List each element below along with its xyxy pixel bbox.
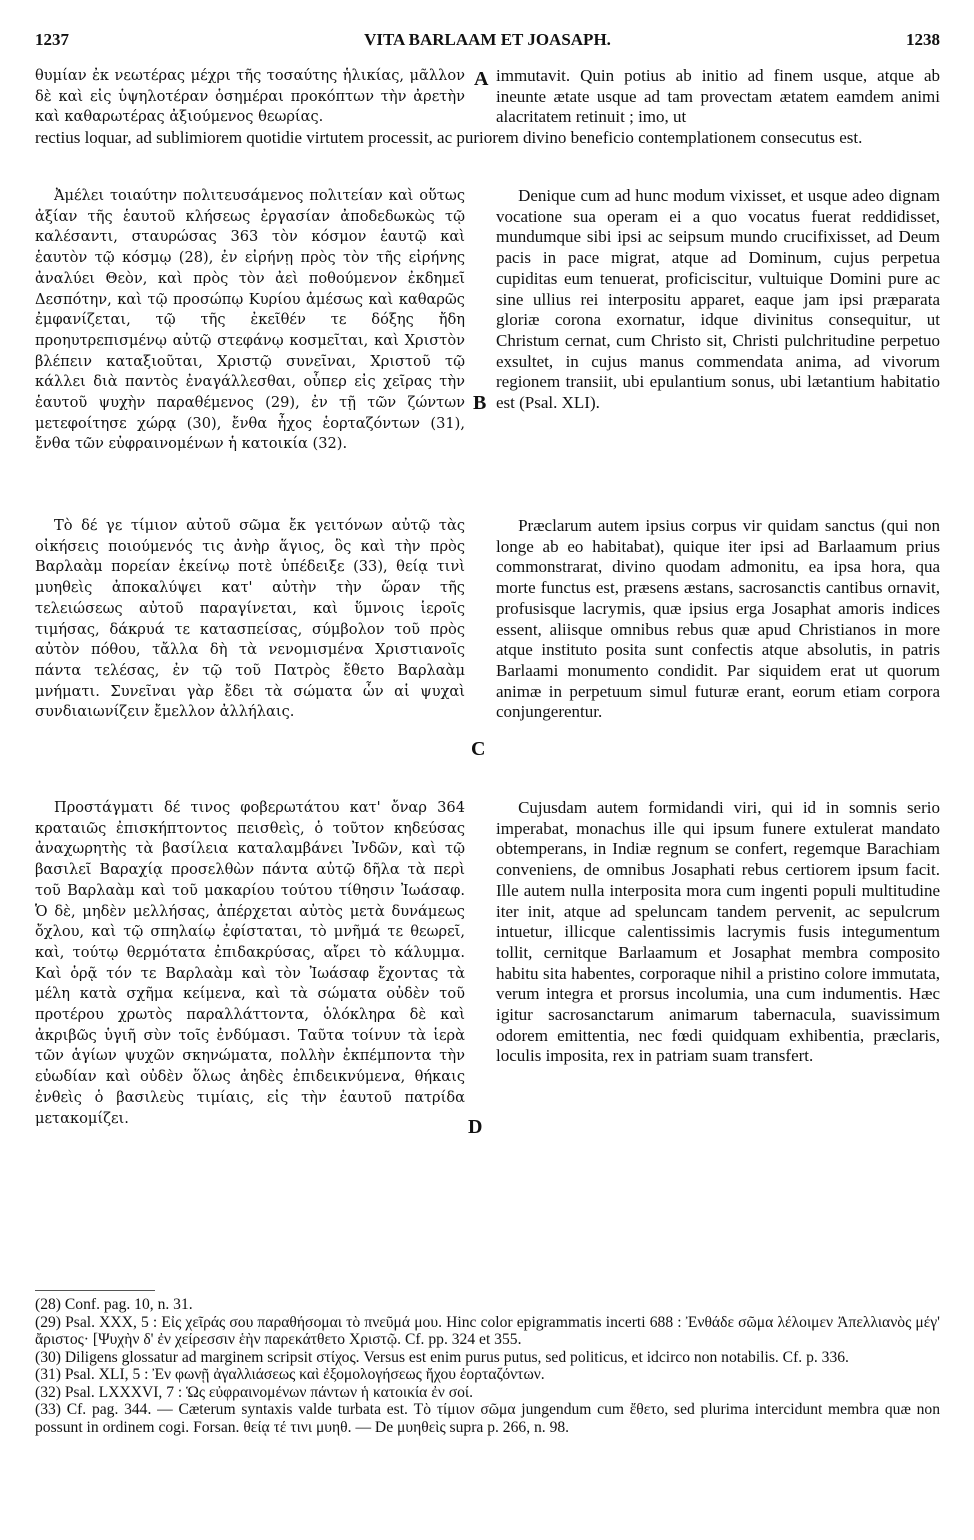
greek-text: Τὸ δέ γε τίμιον αὐτοῦ σῶμα ἔκ γειτόνων αὐτῷ τὰς οἰκήσεις ποιούμενός τις ἀνὴρ ἅγιος, ὃς καὶ τὴν πρὸς Βαρλαὰμ πορείαν ἐκείνῳ ποτὲ ὑπέδειξε (33), θείᾳ τινὶ μυηθεὶς ἀποκαλύψει κατ' αὐτὴν τὴν ὥραν τῆς τελειώσεως αὐτοῦ παραγίνεται, καὶ ὕμνοις ἱεροῖς τιμήσας, δάκρυά τε κατασπείσας, σύμβολον τοῦ πρὸς αὐτὸν πόθου, τἄλλα δὴ τὰ νενομισμένα Χριστιανοῖς πάντα τελέσας, ἐν τῷ τοῦ Πατρὸς ἔθετο Βαρλαὰμ μνήματι. Συνεῖναι γὰρ ἔδει τὰ σώματα ὧν αἱ ψυχαὶ συνδιαιωνίζειν ἔμελλον ἀλλήλαις. — [35, 517, 465, 721]
latin-text: Denique cum ad hunc modum vixisset, et usque adeo dignam vocatione sua operam ei a quo vocatus fuerat reddidisset, mundumque sibi ipsi ac seipsum mundo crucifixisset, ad Deum pacis in pace migrat, atque ad Dominum, cujus perpetua cupiditas eum tenuerat, proficiscitur, vultuique Domini pure ac sine ullius rei interpositu apparet, eaque jam ipsi præparata gloriæ corona exornatur, idque divinitus consequitur, ut Christum cernat, cum Christo sit, Christi pulchritudine perpetuo exsultet, in cujus manus commendata anima, ad vivorum regionem transiit, ubi epulantium sonus, ubi lætantium habitatio est (Psal. XLI). — [496, 186, 940, 413]
page-number-right: 1238 — [906, 30, 940, 49]
margin-marker-d: D — [468, 1116, 483, 1138]
footnote-divider — [35, 1290, 155, 1291]
latin-text: rectius loquar, ad sublimiorem quotidie virtutem processit, ac puriorem divino beneficio contemplationem consecutus est. — [35, 128, 863, 147]
greek-paragraph-3 — [35, 798, 465, 1129]
footnote-29: (29) Psal. XXX, 5 : Εἰς χεῖράς σου παραθήσομαι τὸ πνεῦμά μου. Hinc color epigrammatis incerti 688 : Ἐνθάδε σῶμα λέλοιμεν Ἀπελλιανὸς μέγ' ἄριστος· [Ψυχὴν δ' ἐν χείρεσσιν ἑὴν παρεκάτθετο Χριστῷ. Cf. pp. 324 et 355. — [35, 1313, 940, 1348]
greek-paragraph-1 — [35, 186, 465, 455]
footnote-33: (33) Cf. pag. 344. — Cæterum syntaxis valde turbata est. Τὸ τίμιον σῶμα jungendum cum ἔθετο, sed plurima intercidunt membra quæ non possunt in ordinem cogi. Forsan. θείᾳ τέ τινι μυηθ. — De μυηθεὶς supra p. 266, n. 98. — [35, 1401, 940, 1436]
running-header — [35, 30, 940, 56]
footnotes — [35, 1296, 940, 1436]
page-number-left: 1237 — [35, 30, 69, 49]
latin-paragraph-1 — [496, 186, 940, 414]
greek-paragraph-2 — [35, 516, 465, 723]
latin-text: Præclarum autem ipsius corpus vir quidam sanctus (qui non longe ab eo habitabat), quique iter ipsi ad Barlaamum prius commonstrarat, divino quodam admonitu, ea ipsa hora, qua morte functus est, præsens æstans, sacrosanctis cantibus ornavit, profusisque lacrymis, quæ ipsius erga Josaphat amoris indices essent, aliisque omnibus rebus quæ apud Christianos in more atque instituto posita sunt confectis atque absolutis, in patris Barlaami monumento condidit. Par siquidem erat ut quorum animæ in perpetuum simul futuræ erant, eorum etiam corpora conjungerentur. — [496, 516, 940, 722]
footnote-31: (31) Psal. XLI, 5 : Ἐν φωνῇ ἀγαλλιάσεως καὶ ἐξομολογήσεως ἤχου ἑορταζόντων. — [35, 1366, 545, 1383]
margin-marker-a: A — [474, 68, 489, 90]
greek-text: θυμίαν ἐκ νεωτέρας μέχρι τῆς τοσαύτης ἡλικίας, μᾶλλον δὲ καὶ εἰς ὑψηλοτέραν ὁσημέραι προκόπτων τὴν ἀρετὴν καὶ καθαρωτέρας ἀξιούμενος θεωρίας. — [35, 67, 465, 126]
greek-top-paragraph — [35, 66, 465, 128]
footnote-30: (30) Diligens glossatur ad marginem scripsit στίχος. Versus est enim purus putus, sed politicus, et idcirco non notabilis. Cf. p. 336. — [35, 1348, 849, 1366]
margin-marker-c: C — [471, 738, 486, 760]
margin-marker-b: B — [473, 392, 487, 414]
latin-fullwidth-paragraph — [35, 128, 940, 149]
greek-text: Ἀμέλει τοιαύτην πολιτευσάμενος πολιτείαν καὶ οὕτως ἀξίαν τῆς ἑαυτοῦ κλήσεως ἐργασίαν ἀποδεδωκὼς τῷ καλέσαντι, σταυρώσας 363 τὸν κόσμον ἑαυτῷ καὶ ἑαυτὸν τῷ κόσμῳ (28), ἐν εἰρήνῃ πρὸς τὸν τῆς εἰρήνης ἀναλύει Θεὸν, καὶ πρὸς τὸν ἀεὶ ποθούμενον ἐκδημεῖ Δεσπότην, καὶ τῷ προσώπῳ Κυρίου ἀμέσως καὶ καθαρῶς ἐμφανίζεται, τῷ τῆς ἐκεῖθέν τε δόξης ἤδη προηυτρεπισμένῳ αὐτῷ στεφάνῳ κοσμεῖται, καὶ Χριστὸν βλέπειν καταξιοῦται, Χριστῷ συνεῖναι, Χριστοῦ τῷ κάλλει διὰ παντὸς ἐναγάλλεσθαι, οὗπερ εἰς χεῖρας τὴν ἑαυτοῦ ψυχὴν παραθέμενος (29), ἐν τῇ τῶν ζώντων μετεφοίτησε χώρᾳ (30), ἔνθα ἦχος ἑορταζόντων (31), ἔνθα τῶν εὐφραινομένων ἡ κατοικία (32). — [35, 187, 465, 453]
latin-text: Cujusdam autem formidandi viri, qui id in somnis serio imperabat, monachus ille qui ipsum funere extulerat mandato obtemperans, in Indiæ regnum se confert, regemque Barachiam conveniens, de omnibus Josaphati rebus certiorem ipsum facit. Ille autem nulla interposita mora cum ingenti populi multitudine iter init, atque ad speluncam tandem pervenit, ac sepulcrum intuetur, illicque calentissimis lacrymis fusis integumentum tollit, cernitque Barlaamum et Josaphat membra composito habitu sita habentes, corporaque nihil a pristino colore immutata, verum integra et prorsus incolumia, una cum indumentis. Hæc igitur sacrosanctarum animarum tabernacula, suavissimum odorem emittentia, nec fœdi quidquam exhibentia, præclaris, loculis imposita, rex in patriam suam transfert. — [496, 798, 940, 1066]
latin-text: immutavit. Quin potius ab initio ad finem usque, atque ab ineunte ætate usque ad tam provectam ætatem eamdem animi alacritatem retinuit ; imo, ut — [496, 66, 940, 127]
latin-paragraph-2 — [496, 516, 940, 723]
greek-text: Προστάγματι δέ τινος φοβερωτάτου κατ' ὄναρ 364 κραταιῶς ἐπισκήπτοντος πεισθεὶς, ὁ τοῦτον κηδεύσας ἀναχωρητὴς τὰ βασίλεια καταλαμβάνει Ἰνδῶν, καὶ τῷ βασιλεῖ Βαραχίᾳ προσελθὼν πάντα αὐτῷ δῆλα τὰ περὶ τοῦ Βαρλαὰμ καὶ τοῦ μακαρίου τούτου τίθησιν Ἰωάσαφ. Ὁ δὲ, μηδὲν μελλήσας, ἀπέρχεται αὐτὸς μετὰ δυνάμεως ὄχλου, καὶ τῷ σπηλαίῳ ἐφίσταται, τὸ μνῆμά τε θεωρεῖ, καὶ, τούτῳ θερμότατα ἐπιδακρύσας, αἴρει τὸ κάλυμμα. Καὶ ὁρᾷ τόν τε Βαρλαὰμ καὶ τὸν Ἰωάσαφ ἔχοντας τὰ μέλη κατὰ σχῆμα κείμενα, καὶ τὰ σώματα οὐδὲν τοῦ προτέρου χρωτὸς παραλλάττοντα, ὁλόκληρα δὲ καὶ ἀκριβῶς ὑγιῆ σὺν τοῖς ἐνδύμασι. Ταῦτα τοίνυν τὰ ἱερὰ τῶν ἁγίων ψυχῶν σκηνώματα, πολλὴν ἐκπέμποντα τὴν εὐωδίαν καὶ οὐδὲν ὅλως ἀηδὲς ἐπιδεικνύμενα, θήκαις ἐνθεὶς ὁ βασιλεὺς τιμίαις, εἰς τὴν ἑαυτοῦ πατρίδα μετακομίζει. — [35, 799, 465, 1127]
footnote-32: (32) Psal. LXXXVI, 7 : Ὡς εὐφραινομένων πάντων ἡ κατοικία ἐν σοί. — [35, 1383, 474, 1401]
footnote-28: (28) Conf. pag. 10, n. 31. — [35, 1296, 193, 1313]
latin-top-paragraph — [496, 66, 940, 128]
latin-paragraph-3 — [496, 798, 940, 1067]
running-title: VITA BARLAAM ET JOASAPH. — [364, 30, 611, 49]
